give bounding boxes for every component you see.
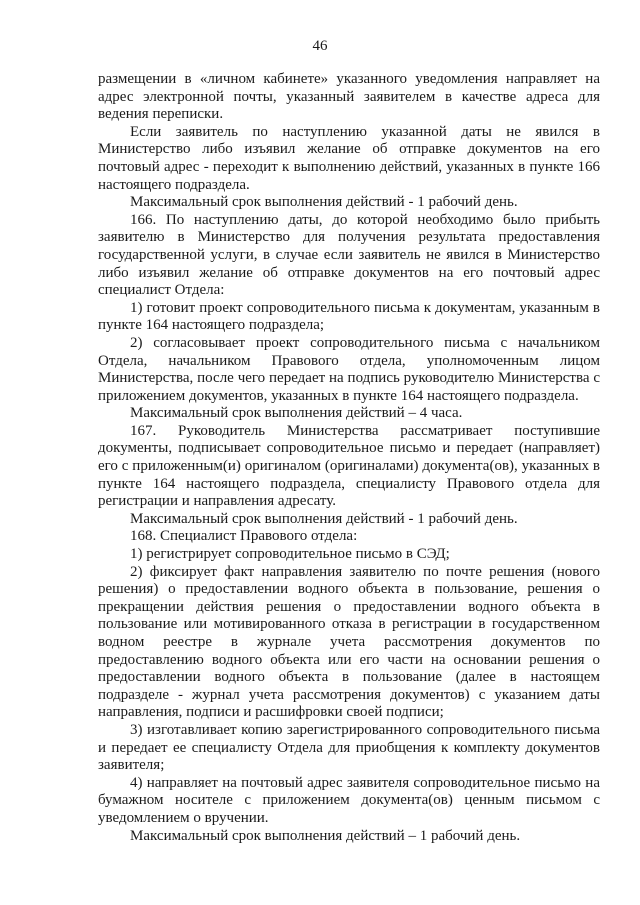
page-number: 46 bbox=[312, 38, 328, 54]
paragraph: Если заявитель по наступлению указанной даты не явился в Министерство либо изъявил желание об отправке документов на его почтовый адрес - переходит к выполнению действий, указанных в пункте 166 настоящего подраздела. bbox=[98, 123, 600, 193]
paragraph: 168. Специалист Правового отдела: bbox=[130, 528, 358, 545]
paragraph: Максимальный срок выполнения действий – 1 рабочий день. bbox=[130, 827, 521, 844]
paragraph: 167. Руководитель Министерства рассматривает поступившие документы, подписывает сопроводительное письмо и передает (направляет) его с приложенным(и) оригиналом (оригиналами) документа(ов), указанных в пункте 164 настоящего подраздела, специалисту Правового отдела для регистрации и направления адресату. bbox=[98, 422, 600, 510]
paragraph: 166. По наступлению даты, до которой необходимо было прибыть заявителю в Министерство для получения результата предоставления государственной услуги, в случае если заявитель не явился в Министерство либо изъявил желание об отправке документов на его почтовый адрес специалист Отдела: bbox=[98, 211, 600, 299]
paragraph: Максимальный срок выполнения действий - 1 рабочий день. bbox=[130, 194, 518, 211]
paragraph: Максимальный срок выполнения действий - 1 рабочий день. bbox=[130, 510, 518, 527]
paragraph: 1) регистрирует сопроводительное письмо в СЭД; bbox=[130, 546, 450, 563]
document-body bbox=[98, 71, 600, 845]
paragraph: Максимальный срок выполнения действий – 4 часа. bbox=[130, 405, 463, 422]
paragraph: 2) фиксирует факт направления заявителю по почте решения (нового решения) о предоставлении водного объекта в пользование, решения о прекращении действия решения о предоставлении водного объекта в пользование или мотивированного отказа в регистрации в государственном водном реестре в журнале учета рассмотрения документов по предоставлению водного объекта или его части на основании решения о предоставлении водного объекта в пользование (далее в настоящем подразделе - журнал учета рассмотрения документов) с указанием даты направления, подписи и расшифровки своей подписи; bbox=[98, 563, 600, 721]
paragraph: 1) готовит проект сопроводительного письма к документам, указанным в пункте 164 настоящего подраздела; bbox=[98, 299, 600, 334]
paragraph: 2) согласовывает проект сопроводительного письма с начальником Отдела, начальником Правового отдела, уполномоченным лицом Министерства, после чего передает на подпись руководителю Министерства с приложением документов, указанных в пункте 164 настоящего подраздела. bbox=[98, 334, 600, 404]
paragraph: размещении в «личном кабинете» указанного уведомления направляет на адрес электронной почты, указанный заявителем в качестве адреса для ведения переписки. bbox=[98, 71, 600, 123]
paragraph: 4) направляет на почтовый адрес заявителя сопроводительное письмо на бумажном носителе с приложением документа(ов) ценным письмом с уведомлением о вручении. bbox=[98, 774, 600, 826]
paragraph: 3) изготавливает копию зарегистрированного сопроводительного письма и передает ее специалисту Отдела для приобщения к комплекту документов заявителя; bbox=[98, 721, 600, 774]
